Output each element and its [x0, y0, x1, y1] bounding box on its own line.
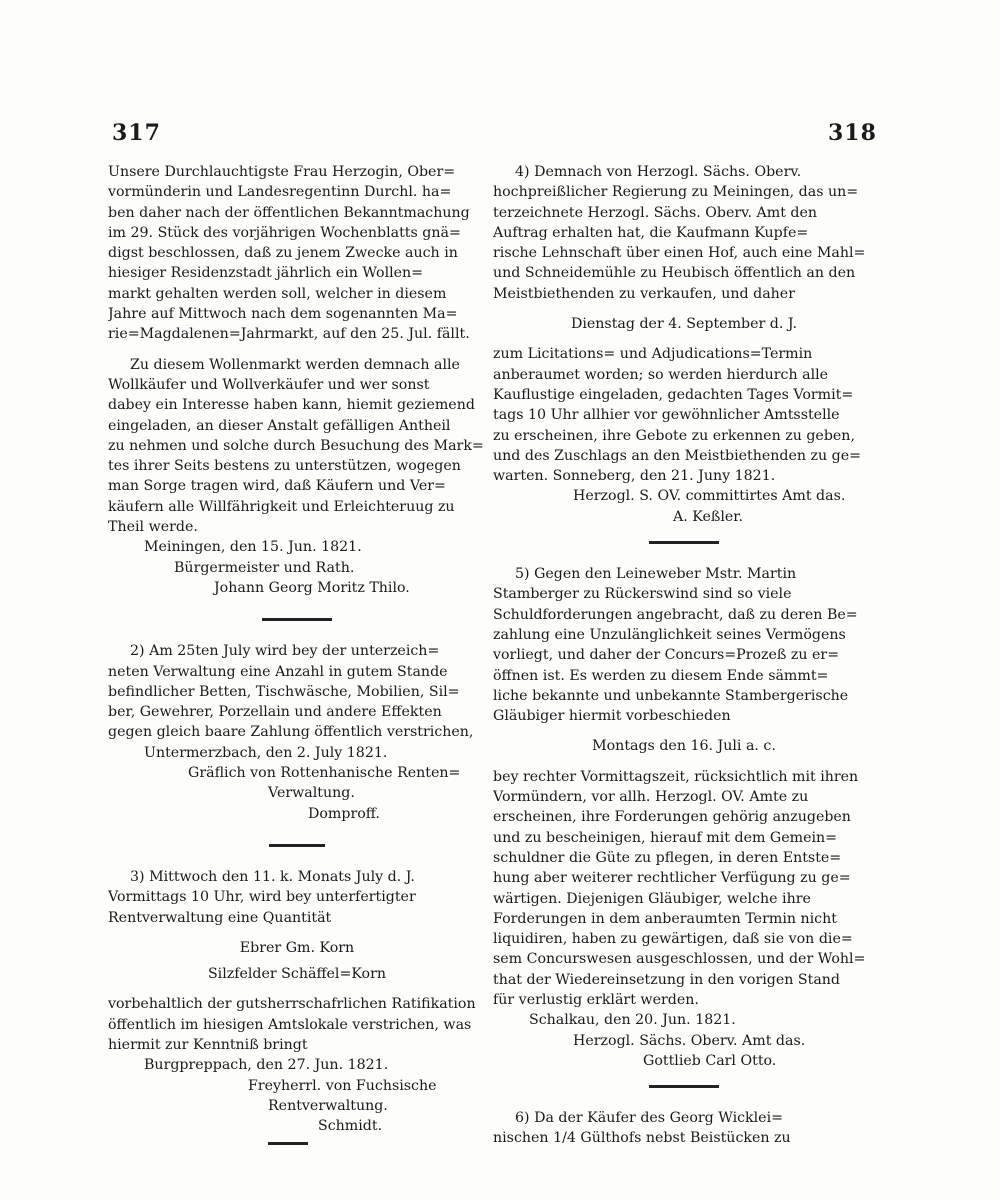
text-line: man Sorge tragen wird, daß Käufern und Ver= — [108, 478, 446, 495]
text-line: ber, Gewehrer, Porzellain und andere Effekten — [108, 704, 442, 721]
text-line: vorbehaltlich der gutsherrschafrlichen Ratifikation — [108, 996, 476, 1013]
text-line: öffnen ist. Es werden zu diesem Ende sämmt= — [493, 667, 829, 684]
issuing-authority: Verwaltung. — [268, 785, 355, 802]
text-line: Rentverwaltung eine Quantität — [108, 909, 332, 926]
text-line: vormünderin und Landesregentinn Durchl. ha= — [108, 184, 452, 201]
text-line: schuldner die Güte zu pflegen, in deren Entste= — [493, 849, 842, 866]
signature: Domproff. — [308, 805, 380, 822]
text-line: Gläubiger hiermit vorbeschieden — [493, 708, 731, 725]
issuing-authority: Bürgermeister und Rath. — [174, 559, 355, 576]
notice-1-body — [108, 162, 486, 345]
text-line: und des Zuschlags an den Meistbiethenden zu ge= — [493, 447, 862, 464]
text-line: neten Verwaltung eine Anzahl in gutem Stande — [108, 663, 448, 680]
text-line: erscheinen, ihre Forderungen gehörig anzugeben — [493, 809, 851, 826]
text-line: 3) Mittwoch den 11. k. Monats July d. J. — [130, 868, 415, 885]
text-line: dabey ein Interesse haben kann, hiemit geziemend — [108, 397, 475, 414]
text-line: sem Concurswesen ausgeschlossen, und der Wohl= — [493, 951, 866, 968]
date-heading: Montags den 16. Juli a. c. — [592, 738, 776, 755]
issuing-authority: Freyherrl. von Fuchsische — [248, 1077, 437, 1094]
place-date: Meiningen, den 15. Jun. 1821. — [144, 539, 362, 556]
signature: Gottlieb Carl Otto. — [643, 1052, 777, 1069]
notice-3-continuation — [108, 994, 486, 1055]
left-column — [108, 162, 486, 1145]
text-line: hung aber weiterer rechtlicher Verfügung zu ge= — [493, 870, 851, 887]
text-line: eingeladen, an dieser Anstalt gefälligen Antheil — [108, 417, 451, 434]
text-line: Kauflustige eingeladen, gedachten Tages Vormit= — [493, 386, 854, 403]
text-line: Vormündern, vor allh. Herzogl. OV. Amte zu — [493, 789, 809, 806]
issuing-authority: Gräflich von Rottenhanische Renten= — [188, 765, 461, 782]
signature: Schmidt. — [318, 1118, 383, 1135]
signature: Johann Georg Moritz Thilo. — [214, 579, 410, 596]
place-date: Burgpreppach, den 27. Jun. 1821. — [144, 1057, 389, 1074]
text-line: Meistbiethenden zu verkaufen, und daher — [493, 285, 795, 302]
text-line: tes ihrer Seits bestens zu unterstützen, wogegen — [108, 458, 461, 475]
issuing-authority: Herzogl. S. OV. committirtes Amt das. — [573, 488, 846, 505]
text-line: Jahre auf Mittwoch nach dem sogenannten Ma= — [108, 306, 458, 323]
text-line: käufern alle Willfährigkeit und Erleichteruug zu — [108, 498, 455, 515]
text-line: Schuldforderungen angebracht, daß zu deren Be= — [493, 606, 858, 623]
text-line: rische Lehnschaft über einen Hof, auch eine Mahl= — [493, 245, 866, 262]
text-line: im 29. Stück des vorjährigen Wochenblatts gnä= — [108, 224, 461, 241]
item-line: Silzfelder Schäffel=Korn — [207, 966, 387, 983]
text-line: hiermit zur Kenntniß bringt — [108, 1036, 308, 1053]
text-line: Stamberger zu Rückerswind sind so viele — [493, 586, 792, 603]
text-line: Theil werde. — [108, 519, 198, 536]
notice-5-body — [493, 564, 875, 726]
text-line: hochpreißlicher Regierung zu Meiningen, das un= — [493, 184, 859, 201]
text-line: liquidiren, haben zu gewärtigen, daß sie von die= — [493, 931, 853, 948]
text-line: anberaumet worden; so werden hierdurch alle — [493, 366, 829, 383]
text-line: zu erscheinen, ihre Gebote zu erkennen zu geben, — [493, 427, 855, 444]
text-line: digst beschlossen, daß zu jenem Zwecke auch in — [108, 245, 458, 262]
text-line: markt gehalten werden soll, welcher in diesem — [108, 285, 447, 302]
text-line: und Schneidemühle zu Heubisch öffentlich an den — [493, 265, 856, 282]
right-column — [493, 162, 875, 1149]
text-line: bey rechter Vormittagszeit, rücksichtlich mit ihren — [493, 768, 859, 785]
text-line: für verlustig erklärt werden. — [493, 991, 699, 1008]
text-line: wärtigen. Diejenigen Gläubiger, welche ihre — [493, 890, 811, 907]
page-number-right: 318 — [828, 120, 877, 146]
text-line: 2) Am 25ten July wird bey der unterzeich= — [130, 643, 440, 660]
text-line: 4) Demnach von Herzogl. Sächs. Oberv. — [515, 164, 802, 180]
text-line: und zu bescheinigen, hierauf mit dem Gemein= — [493, 829, 838, 846]
section-divider — [268, 1142, 308, 1145]
signature: A. Keßler. — [673, 508, 744, 525]
notice-1-paragraph-2 — [108, 355, 486, 538]
text-line: öffentlich im hiesigen Amtslokale verstrichen, was — [108, 1016, 472, 1033]
text-line: zu nehmen und solche durch Besuchung des Mark= — [108, 437, 484, 454]
text-line: gegen gleich baare Zahlung öffentlich verstrichen, — [108, 724, 474, 741]
text-line: tags 10 Uhr allhier vor gewöhnlicher Amtsstelle — [493, 407, 840, 424]
notice-3-body — [108, 867, 486, 928]
notice-6-body — [493, 1108, 875, 1149]
text-line: that der Wiedereinsetzung in den vorigen Stand — [493, 971, 841, 988]
text-line: Forderungen in dem anberaumten Termin nicht — [493, 910, 837, 927]
date-heading: Dienstag der 4. September d. J. — [570, 316, 797, 333]
notice-5-continuation — [493, 767, 875, 1011]
notice-4-body — [493, 162, 875, 304]
item-line: Ebrer Gm. Korn — [239, 939, 355, 956]
text-line: befindlicher Betten, Tischwäsche, Mobilien, Sil= — [108, 683, 460, 700]
text-line: liche bekannte und unbekannte Stambergerische — [493, 687, 849, 704]
text-line: nischen 1/4 Gülthofs nebst Beistücken zu — [493, 1130, 791, 1147]
page-number-left: 317 — [112, 120, 161, 146]
notice-4-continuation — [493, 344, 875, 486]
text-line: rie=Magdalenen=Jahrmarkt, auf den 25. Jul. fällt. — [108, 326, 470, 343]
text-line: ben daher nach der öffentlichen Bekanntmachung — [108, 204, 470, 221]
text-line: Vormittags 10 Uhr, wird bey unterfertigter — [108, 889, 416, 906]
issuing-authority: Herzogl. Sächs. Oberv. Amt das. — [573, 1032, 806, 1049]
place-date: Untermerzbach, den 2. July 1821. — [144, 744, 388, 761]
notice-2-body — [108, 641, 486, 742]
text-line: zahlung eine Unzulänglichkeit seines Vermögens — [493, 626, 846, 643]
text-line: Wollkäufer und Wollverkäufer und wer sonst — [108, 376, 430, 393]
text-line: zum Licitations= und Adjudications=Termin — [493, 346, 813, 363]
text-line: vorliegt, und daher der Concurs=Prozeß zu er= — [493, 647, 840, 664]
text-line: 6) Da der Käufer des Georg Wicklei= — [515, 1110, 784, 1127]
text-line: Auftrag erhalten hat, die Kaufmann Kupfe= — [493, 224, 809, 241]
text-line: Zu diesem Wollenmarkt werden demnach alle — [130, 356, 460, 373]
text-line: 5) Gegen den Leineweber Mstr. Martin — [515, 566, 797, 583]
text-line: Unsere Durchlauchtigste Frau Herzogin, Ober= — [108, 164, 456, 180]
text-line: warten. Sonneberg, den 21. Juny 1821. — [493, 468, 776, 485]
text-line: terzeichnete Herzogl. Sächs. Oberv. Amt den — [493, 204, 818, 221]
issuing-authority: Rentverwaltung. — [268, 1097, 388, 1114]
place-date: Schalkau, den 20. Jun. 1821. — [529, 1012, 736, 1029]
text-line: hiesiger Residenzstadt jährlich ein Wollen= — [108, 265, 424, 282]
